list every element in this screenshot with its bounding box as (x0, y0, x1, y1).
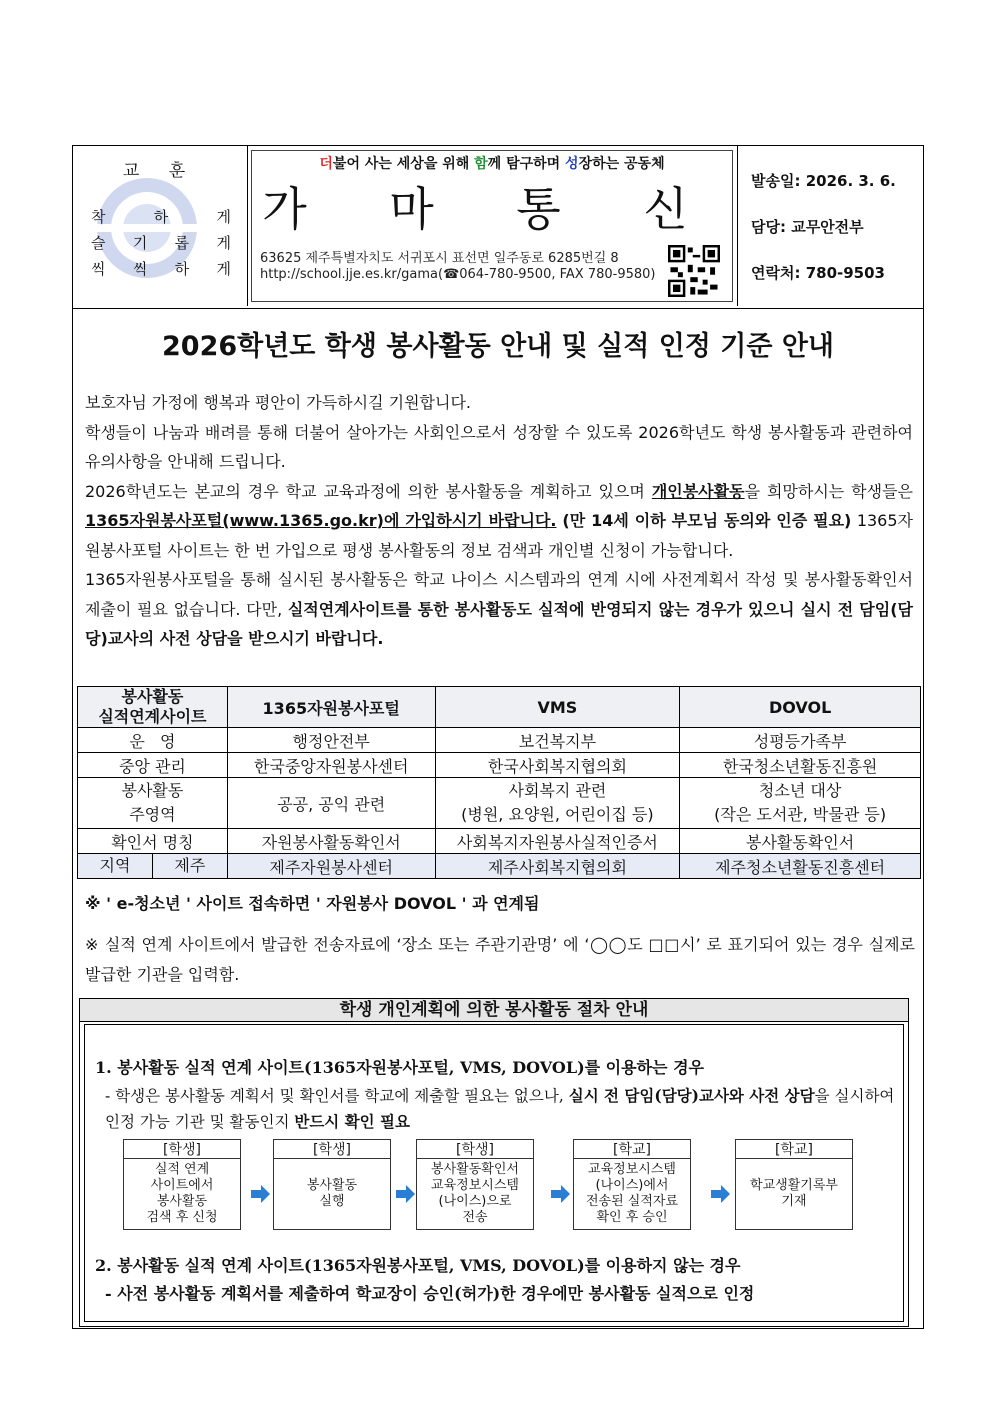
flow-tag: [학생] (123, 1139, 241, 1159)
arrow-right-icon (249, 1183, 271, 1205)
issue-date: 발송일: 2026. 3. 6. (751, 172, 896, 190)
dovol-note: ※ ' e-청소년 ' 사이트 접속하면 ' 자원봉사 DOVOL ' 과 연계됨 (85, 894, 540, 913)
school-address: 63625 제주특별자치도 서귀포시 표선면 일주동로 6285번길 8 http://school.jje.es.kr/gama(☎064-780-9500, FAX 780-9580) (260, 251, 656, 282)
flow-tag: [학생] (273, 1139, 391, 1159)
flow-tag: [학교] (735, 1139, 853, 1159)
newsletter-title: 가 마 통 신 (262, 182, 722, 236)
table-header-row (78, 687, 921, 728)
table-header: 1365자원봉사포털 (227, 687, 435, 728)
motto-line-2: 슬 기 롭 게 (91, 234, 231, 252)
procedure-step-2-desc: - 사전 봉사활동 계획서를 제출하여 학교장이 승인(허가)한 경우에만 봉사활동 실적으로 인정 (105, 1284, 755, 1303)
qr-code-icon[interactable] (668, 245, 720, 297)
motto-title: 교 훈 (122, 161, 198, 181)
table-row: 봉사활동 주영역 공공, 공익 관련 사회복지 관련 (병원, 요양원, 어린이집 등) 청소년 대상 (작은 도서관, 박물관 등) (78, 778, 921, 829)
greeting-paragraph: 보호자님 가정에 행복과 평안이 가득하시길 기원합니다. (85, 393, 472, 412)
motto-line-3: 씩 씩 하 게 (91, 260, 231, 278)
table-header: 봉사활동 실적연계사이트 (78, 687, 228, 728)
table-row: 지역 제주 제주자원봉사센터 제주사회복지협의회 제주청소년활동진흥센터 (78, 854, 921, 879)
school-slogan: 더불어 사는 세상을 위해 함께 탐구하며 성장하는 공동체 (319, 156, 665, 172)
flow-tag: [학교] (573, 1139, 691, 1159)
flow-tag: [학생] (416, 1139, 534, 1159)
arrow-right-icon (549, 1183, 571, 1205)
procedure-box (79, 1022, 909, 1327)
table-row: 중앙 관리 한국중앙자원봉사센터 한국사회복지협의회 한국청소년활동진흥원 (78, 753, 921, 778)
body-text (85, 388, 913, 654)
portal-signup-link[interactable]: 1365자원봉사포털(www.1365.go.kr)에 가입하시기 바랍니다. (85, 511, 557, 530)
issuer-note: ※ 실적 연계 사이트에서 발급한 전송자료에 ‘장소 또는 주관기관명’ 에 ‘◯◯도 □□시’ 로 표기되어 있는 경우 실제로 발급한 기관을 입력함. (85, 935, 915, 984)
issue-info (737, 146, 923, 306)
table-row: 운 영 행정안전부 보건복지부 성평등가족부 (78, 728, 921, 753)
table-header: VMS (435, 687, 680, 728)
flow-step-search: 실적 연계 사이트에서 봉사활동 검색 후 신청 (123, 1158, 241, 1230)
intro-paragraph: 학생들이 나눔과 배려를 통해 더불어 살아가는 사회인으로서 성장할 수 있도록 2026학년도 학생 봉사활동과 관련하여 유의사항을 안내해 드립니다. (85, 422, 913, 471)
motto-line-1: 착 하 게 (91, 208, 231, 226)
contact-number: 연락처: 780-9503 (751, 264, 885, 282)
flow-step-transmit: 봉사활동확인서 교육정보시스템 (나이스)으로 전송 (416, 1158, 534, 1230)
flow-step-record: 학교생활기록부 기재 (735, 1158, 853, 1230)
flow-step-approve: 교육정보시스템 (나이스)에서 전송된 실적자료 확인 후 승인 (573, 1158, 691, 1230)
procedure-step-1: 1. 봉사활동 실적 연계 사이트(1365자원봉사포털, VMS, DOVOL)를 이용하는 경우 (95, 1058, 704, 1077)
procedure-step-2: 2. 봉사활동 실적 연계 사이트(1365자원봉사포털, VMS, DOVOL)를 이용하지 않는 경우 (95, 1256, 741, 1275)
school-homepage-link[interactable]: http://school.jje.es.kr/gama(☎064-780-9500, FAX 780-9580) (260, 267, 656, 282)
linkage-paragraph: 1365자원봉사포털을 통해 실시된 봉사활동은 학교 나이스 시스템과의 연계 시에 사전계획서 작성 및 봉사활동확인서 제출이 필요 없습니다. 다만, 실적연계사이트를 통한 봉사활동도 실적에 반영되지 않는 경우가 있으니 실시 전 담임(담당)교사의 사전 상담을 받으시기 바랍니다. (85, 570, 913, 648)
procedure-banner: 학생 개인계획에 의한 봉사활동 절차 안내 (79, 998, 909, 1022)
volunteer-sites-table (77, 686, 921, 879)
registration-paragraph: 2026학년도는 본교의 경우 학교 교육과정에 의한 봉사활동을 계획하고 있으며 개인봉사활동을 희망하시는 학생들은 1365자원봉사포털(www.1365.go.kr)에 가입하시기 바랍니다. (만 14세 이하 부모님 동의와 인증 필요) 1365자원봉사포털 사이트는 한 번 가입으로 평생 봉사활동의 정보 검색과 개인별 신청이 가능합니다. (85, 481, 913, 560)
newsletter-frame (72, 145, 924, 1329)
flow-step-perform: 봉사활동 실행 (273, 1158, 391, 1230)
table-header: DOVOL (680, 687, 921, 728)
procedure-step-1-desc: - 학생은 봉사활동 계획서 및 확인서를 학교에 제출할 필요는 없으나, 실시 전 담임(담당)교사와 사전 상담을 실시하여 인정 가능 기관 및 활동인지 반드시 확인 필요 (105, 1086, 895, 1131)
arrow-right-icon (709, 1183, 731, 1205)
department: 담당: 교무안전부 (751, 218, 864, 236)
table-row: 확인서 명칭 자원봉사활동확인서 사회복지자원봉사실적인증서 봉사활동확인서 (78, 829, 921, 854)
newsletter-header (73, 146, 923, 309)
school-motto (73, 146, 248, 306)
document-title: 2026학년도 학생 봉사활동 안내 및 실적 인정 기준 안내 (162, 331, 834, 362)
newsletter-masthead (247, 146, 738, 306)
arrow-right-icon (394, 1183, 416, 1205)
